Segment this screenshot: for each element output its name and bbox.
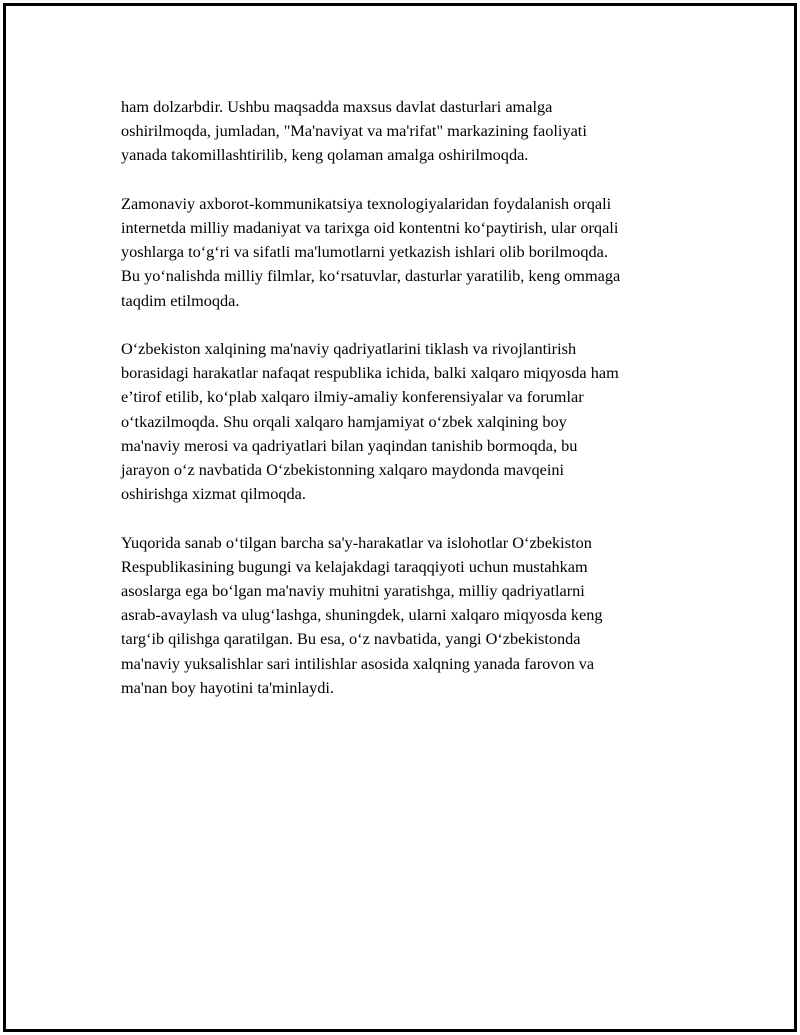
paragraph-4: Yuqorida sanab o‘tilgan barcha sa'y-harakatlar va islohotlar O‘zbekiston Respublikasining bugungi va kelajakdagi taraqqiyoti uchun mustahkam asoslarga ega bo‘lgan ma'naviy muhitni yaratishga, milliy qadriyatlarni asrab-avaylash va ulug‘lashga, shuningdek, ularni xalqaro miqyosda keng targ‘ib qilishga qaratilgan. Bu esa, o‘z navbatida, yangi O‘zbekistonda ma'naviy yuksalishlar sari intilishlar asosida xalqning yanada farovon va ma'nan boy hayotini ta'minlaydi. [121, 532, 603, 697]
paragraph-2: Zamonaviy axborot-kommunikatsiya texnologiyalaridan foydalanish orqali internetda milliy madaniyat va tarixga oid kontentni ko‘paytirish, ular orqali yoshlarga to‘g‘ri va sifatli ma'lumotlarni yetkazish ishlari olib borilmoqda. Bu yo‘nalishda milliy filmlar, ko‘rsatuvlar, dasturlar yaratilib, keng ommaga taqdim etilmoqda. [121, 193, 621, 310]
paragraph-1: ham dolzarbdir. Ushbu maqsadda maxsus davlat dasturlari amalga oshirilmoqda, jumladan, "Ma'naviyat va ma'rifat" markazining faoliyati yanada takomillashtirilib, keng qolaman amalga oshirilmoqda. [121, 97, 587, 165]
page-frame [3, 3, 797, 1032]
paragraph-3: O‘zbekiston xalqining ma'naviy qadriyatlarini tiklash va rivojlantirish borasidagi harakatlar nafaqat respublika ichida, balki xalqaro miqyosda ham e’tirof etilib, ko‘plab xalqaro ilmiy-amaliy konferensiyalar va forumlar o‘tkazilmoqda. Shu orqali xalqaro hamjamiyat o‘zbek xalqining boy ma'naviy merosi va qadriyatlari bilan yaqindan tanishib bormoqda, bu jarayon o‘z navbatida O‘zbekistonning xalqaro maydonda mavqeini oshirishga xizmat qilmoqda. [121, 339, 619, 504]
document-body [121, 95, 701, 724]
